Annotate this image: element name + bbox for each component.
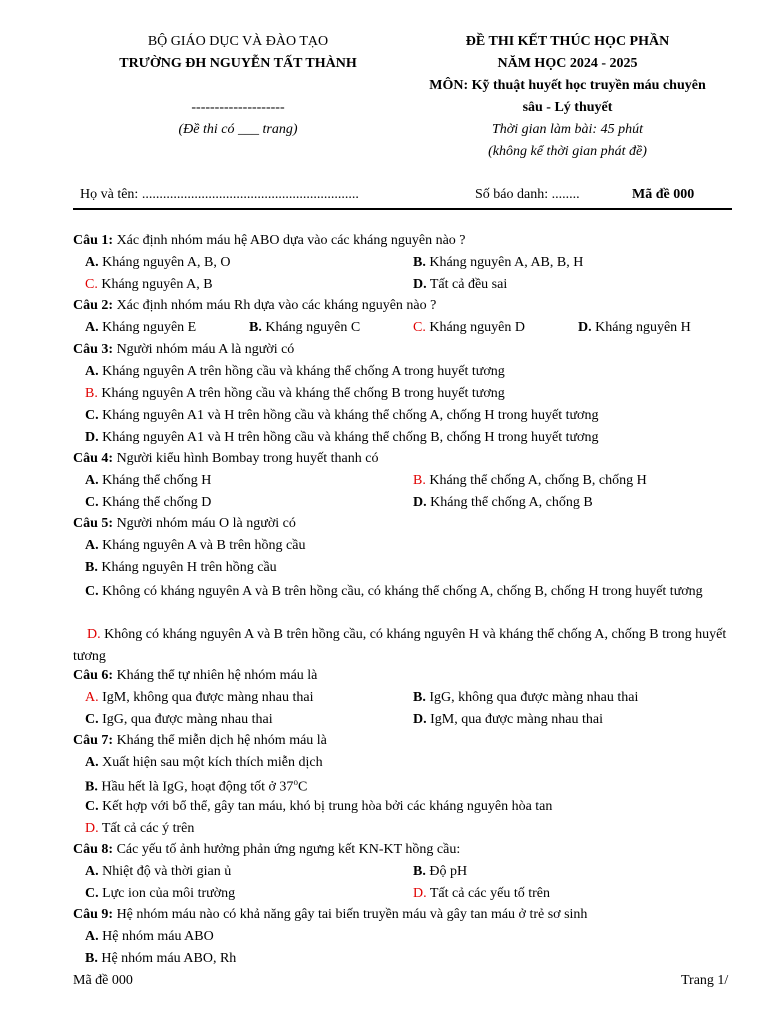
footer-page-number: Trang 1/: [681, 973, 729, 988]
q4-answer-d: D. Kháng thể chống A, chống B: [413, 495, 593, 510]
header-divider: [73, 208, 732, 210]
q7-answer-a: A. Xuất hiện sau một kích thích miễn dịch: [85, 755, 323, 770]
header-dashes: --------------------: [191, 100, 285, 115]
school-year: NĂM HỌC 2024 - 2025: [497, 56, 638, 71]
exam-time-note: (không kể thời gian phát đề): [488, 144, 647, 159]
q6-answer-c: C. IgG, qua được màng nhau thai: [85, 712, 273, 727]
exam-title: ĐỀ THI KẾT THÚC HỌC PHẦN: [465, 34, 670, 49]
q4-answer-c: C. Kháng thể chống D: [85, 495, 212, 510]
question-6: Câu 6: Kháng thể tự nhiên hệ nhóm máu là: [73, 668, 318, 683]
exam-time: Thời gian làm bài: 45 phút: [492, 122, 643, 137]
question-8: Câu 8: Các yếu tố ảnh hưởng phản ứng ngưng kết KN-KT hồng cầu:: [73, 842, 461, 857]
q1-answer-d: D. Tất cả đều sai: [413, 277, 508, 292]
question-1: Câu 1: Xác định nhóm máu hệ ABO dựa vào các kháng nguyên nào ?: [73, 233, 466, 248]
q8-answer-b: B. Độ pH: [413, 864, 468, 879]
q1-answer-b: B. Kháng nguyên A, AB, B, H: [413, 255, 584, 270]
q8-answer-a: A. Nhiệt độ và thời gian ủ: [85, 864, 232, 879]
footer-exam-code: Mã đề 000: [73, 973, 133, 988]
q7-answer-d: D. Tất cả các ý trên: [85, 821, 195, 836]
q5-answer-b: B. Kháng nguyên H trên hồng cầu: [85, 560, 277, 575]
q6-answer-a: A. IgM, không qua được màng nhau thai: [85, 690, 314, 705]
q2-answer-a: A. Kháng nguyên E: [85, 320, 197, 335]
q5-answer-d: D. Không có kháng nguyên A và B trên hồng cầu, có kháng nguyên H và kháng thể chống A, chống B trong huyết tương: [73, 627, 727, 664]
q2-answer-c: C. Kháng nguyên D: [413, 320, 525, 335]
q9-answer-a: A. Hệ nhóm máu ABO: [85, 929, 214, 944]
q5-answer-c: C. Không có kháng nguyên A và B trên hồng cầu, có kháng thể chống A, chống B, chống H trong huyết tương: [85, 584, 703, 599]
student-id-field: Số báo danh: ........: [475, 187, 580, 202]
q3-answer-c: C. Kháng nguyên A1 và H trên hồng cầu và kháng thể chống A, chống H trong huyết tương: [85, 408, 599, 423]
subject-line-1: MÔN: Kỹ thuật huyết học truyền máu chuyên: [429, 78, 706, 93]
q3-answer-a: A. Kháng nguyên A trên hồng cầu và kháng thể chống A trong huyết tương: [85, 364, 505, 379]
q2-answer-b: B. Kháng nguyên C: [249, 320, 361, 335]
q3-answer-b: B. Kháng nguyên A trên hồng cầu và kháng thể chống B trong huyết tương: [85, 386, 505, 401]
question-4: Câu 4: Người kiểu hình Bombay trong huyết thanh có: [73, 451, 379, 466]
q4-answer-b: B. Kháng thể chống A, chống B, chống H: [413, 473, 647, 488]
q7-answer-b: B. Hầu hết là IgG, hoạt động tốt ở 37$^o$C: [85, 777, 308, 795]
question-2: Câu 2: Xác định nhóm máu Rh dựa vào các kháng nguyên nào ?: [73, 298, 437, 313]
question-5: Câu 5: Người nhóm máu O là người có: [73, 516, 296, 531]
q9-answer-b: B. Hệ nhóm máu ABO, Rh: [85, 951, 237, 966]
q6-answer-d: D. IgM, qua được màng nhau thai: [413, 712, 603, 727]
q3-answer-d: D. Kháng nguyên A1 và H trên hồng cầu và kháng thể chống B, chống H trong huyết tương: [85, 430, 599, 445]
q8-answer-c: C. Lực ion của môi trường: [85, 886, 236, 901]
q1-answer-c: C. Kháng nguyên A, B: [85, 277, 213, 292]
student-name-field: Họ và tên: ..............................................................: [80, 187, 359, 202]
question-3: Câu 3: Người nhóm máu A là người có: [73, 342, 295, 357]
q8-answer-d: D. Tất cả các yếu tố trên: [413, 886, 550, 901]
q1-answer-a: A. Kháng nguyên A, B, O: [85, 255, 231, 270]
ministry-name: BỘ GIÁO DỤC VÀ ĐÀO TẠO: [147, 34, 329, 49]
q7-answer-c: C. Kết hợp với bổ thể, gây tan máu, khó bị trung hòa bởi các kháng nguyên hòa tan: [85, 799, 553, 814]
pages-note: (Đề thi có ___ trang): [178, 122, 298, 137]
q6-answer-b: B. IgG, không qua được màng nhau thai: [413, 690, 639, 705]
school-name: TRƯỜNG ĐH NGUYỄN TẤT THÀNH: [119, 56, 357, 71]
q2-answer-d: D. Kháng nguyên H: [578, 320, 691, 335]
q5-answer-a: A. Kháng nguyên A và B trên hồng cầu: [85, 538, 306, 553]
q4-answer-a: A. Kháng thể chống H: [85, 473, 212, 488]
question-7: Câu 7: Kháng thể miễn dịch hệ nhóm máu là: [73, 733, 327, 748]
question-9: Câu 9: Hệ nhóm máu nào có khả năng gây tai biến truyền máu và gây tan máu ở trẻ sơ sinh: [73, 907, 588, 922]
subject-line-2: sâu - Lý thuyết: [522, 100, 613, 115]
exam-code: Mã đề 000: [632, 187, 695, 202]
